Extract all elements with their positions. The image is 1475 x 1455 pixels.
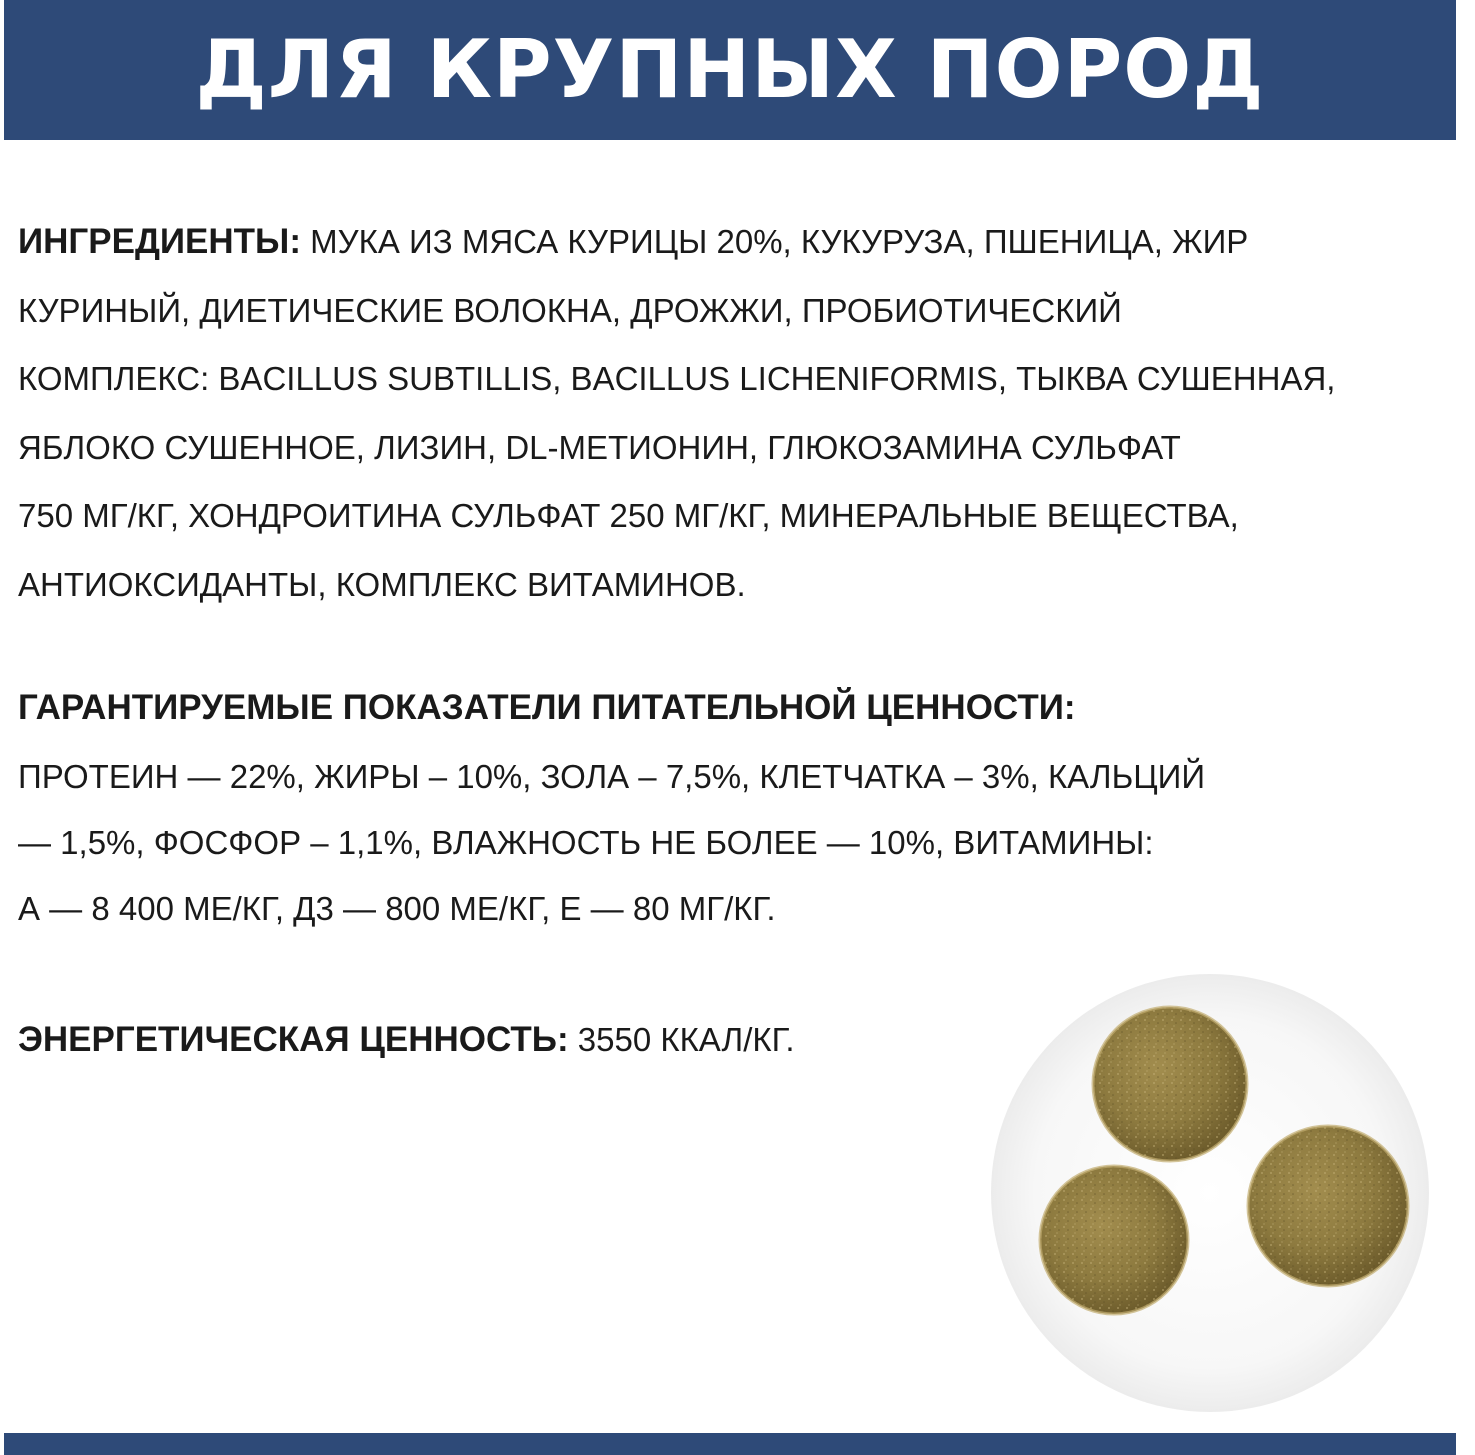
bottom-stripe <box>4 1433 1456 1455</box>
nutrition-text-1: ПРОТЕИН — 22%, ЖИРЫ – 10%, ЗОЛА – 7,5%, КЛЕТЧАТКА – 3%, КАЛЬЦИЙ <box>18 758 1206 795</box>
ingredients-text-6: АНТИОКСИДАНТЫ, КОМПЛЕКС ВИТАМИНОВ. <box>18 565 746 603</box>
nutrition-section <box>18 744 1418 942</box>
ingredients-text-4: ЯБЛОКО СУШЕННОЕ, ЛИЗИН, DL-МЕТИОНИН, ГЛЮКОЗАМИНА СУЛЬФАТ <box>18 428 1181 466</box>
nutrition-text-2: — 1,5%, ФОСФОР – 1,1%, ВЛАЖНОСТЬ НЕ БОЛЕЕ — 10%, ВИТАМИНЫ: <box>18 824 1154 861</box>
kibble-piece-top <box>1093 1007 1247 1161</box>
energy-section <box>18 1010 978 1070</box>
ingredients-text-2: КУРИНЫЙ, ДИЕТИЧЕСКИЕ ВОЛОКНА, ДРОЖЖИ, ПРОБИОТИЧЕСКИЙ <box>18 291 1122 329</box>
ingredients-section <box>18 208 1458 619</box>
nutrition-heading: ГАРАНТИРУЕМЫЕ ПОКАЗАТЕЛИ ПИТАТЕЛЬНОЙ ЦЕННОСТИ: <box>18 688 1076 727</box>
kibble-piece-bottom <box>1040 1166 1188 1314</box>
ingredients-text-3: КОМПЛЕКС: BACILLUS SUBTILLIS, BACILLUS LICHENIFORMIS, ТЫКВА СУШЕННАЯ, <box>18 360 1336 397</box>
nutrition-text-3: А — 8 400 МЕ/КГ, Д3 — 800 МЕ/КГ, Е — 80 МГ/КГ. <box>18 890 776 927</box>
ingredients-text-5: 750 МГ/КГ, ХОНДРОИТИНА СУЛЬФАТ 250 МГ/КГ, МИНЕРАЛЬНЫЕ ВЕЩЕСТВА, <box>18 497 1239 534</box>
energy-label: ЭНЕРГЕТИЧЕСКАЯ ЦЕННОСТЬ: <box>18 1020 569 1059</box>
ingredients-line-1 <box>18 208 1458 277</box>
ingredients-label: ИНГРЕДИЕНТЫ: <box>18 222 301 261</box>
kibble-piece-right <box>1248 1126 1408 1286</box>
energy-line <box>18 1010 978 1070</box>
page-title: ДЛЯ КРУПНЫХ ПОРОД <box>195 23 1265 116</box>
energy-value: 3550 ККАЛ/КГ. <box>568 1021 795 1058</box>
header-banner <box>4 0 1456 140</box>
dry-dog-food-kibble-photo <box>990 973 1430 1413</box>
ingredients-text-1: МУКА ИЗ МЯСА КУРИЦЫ 20%, КУКУРУЗА, ПШЕНИЦА, ЖИР <box>300 223 1249 260</box>
